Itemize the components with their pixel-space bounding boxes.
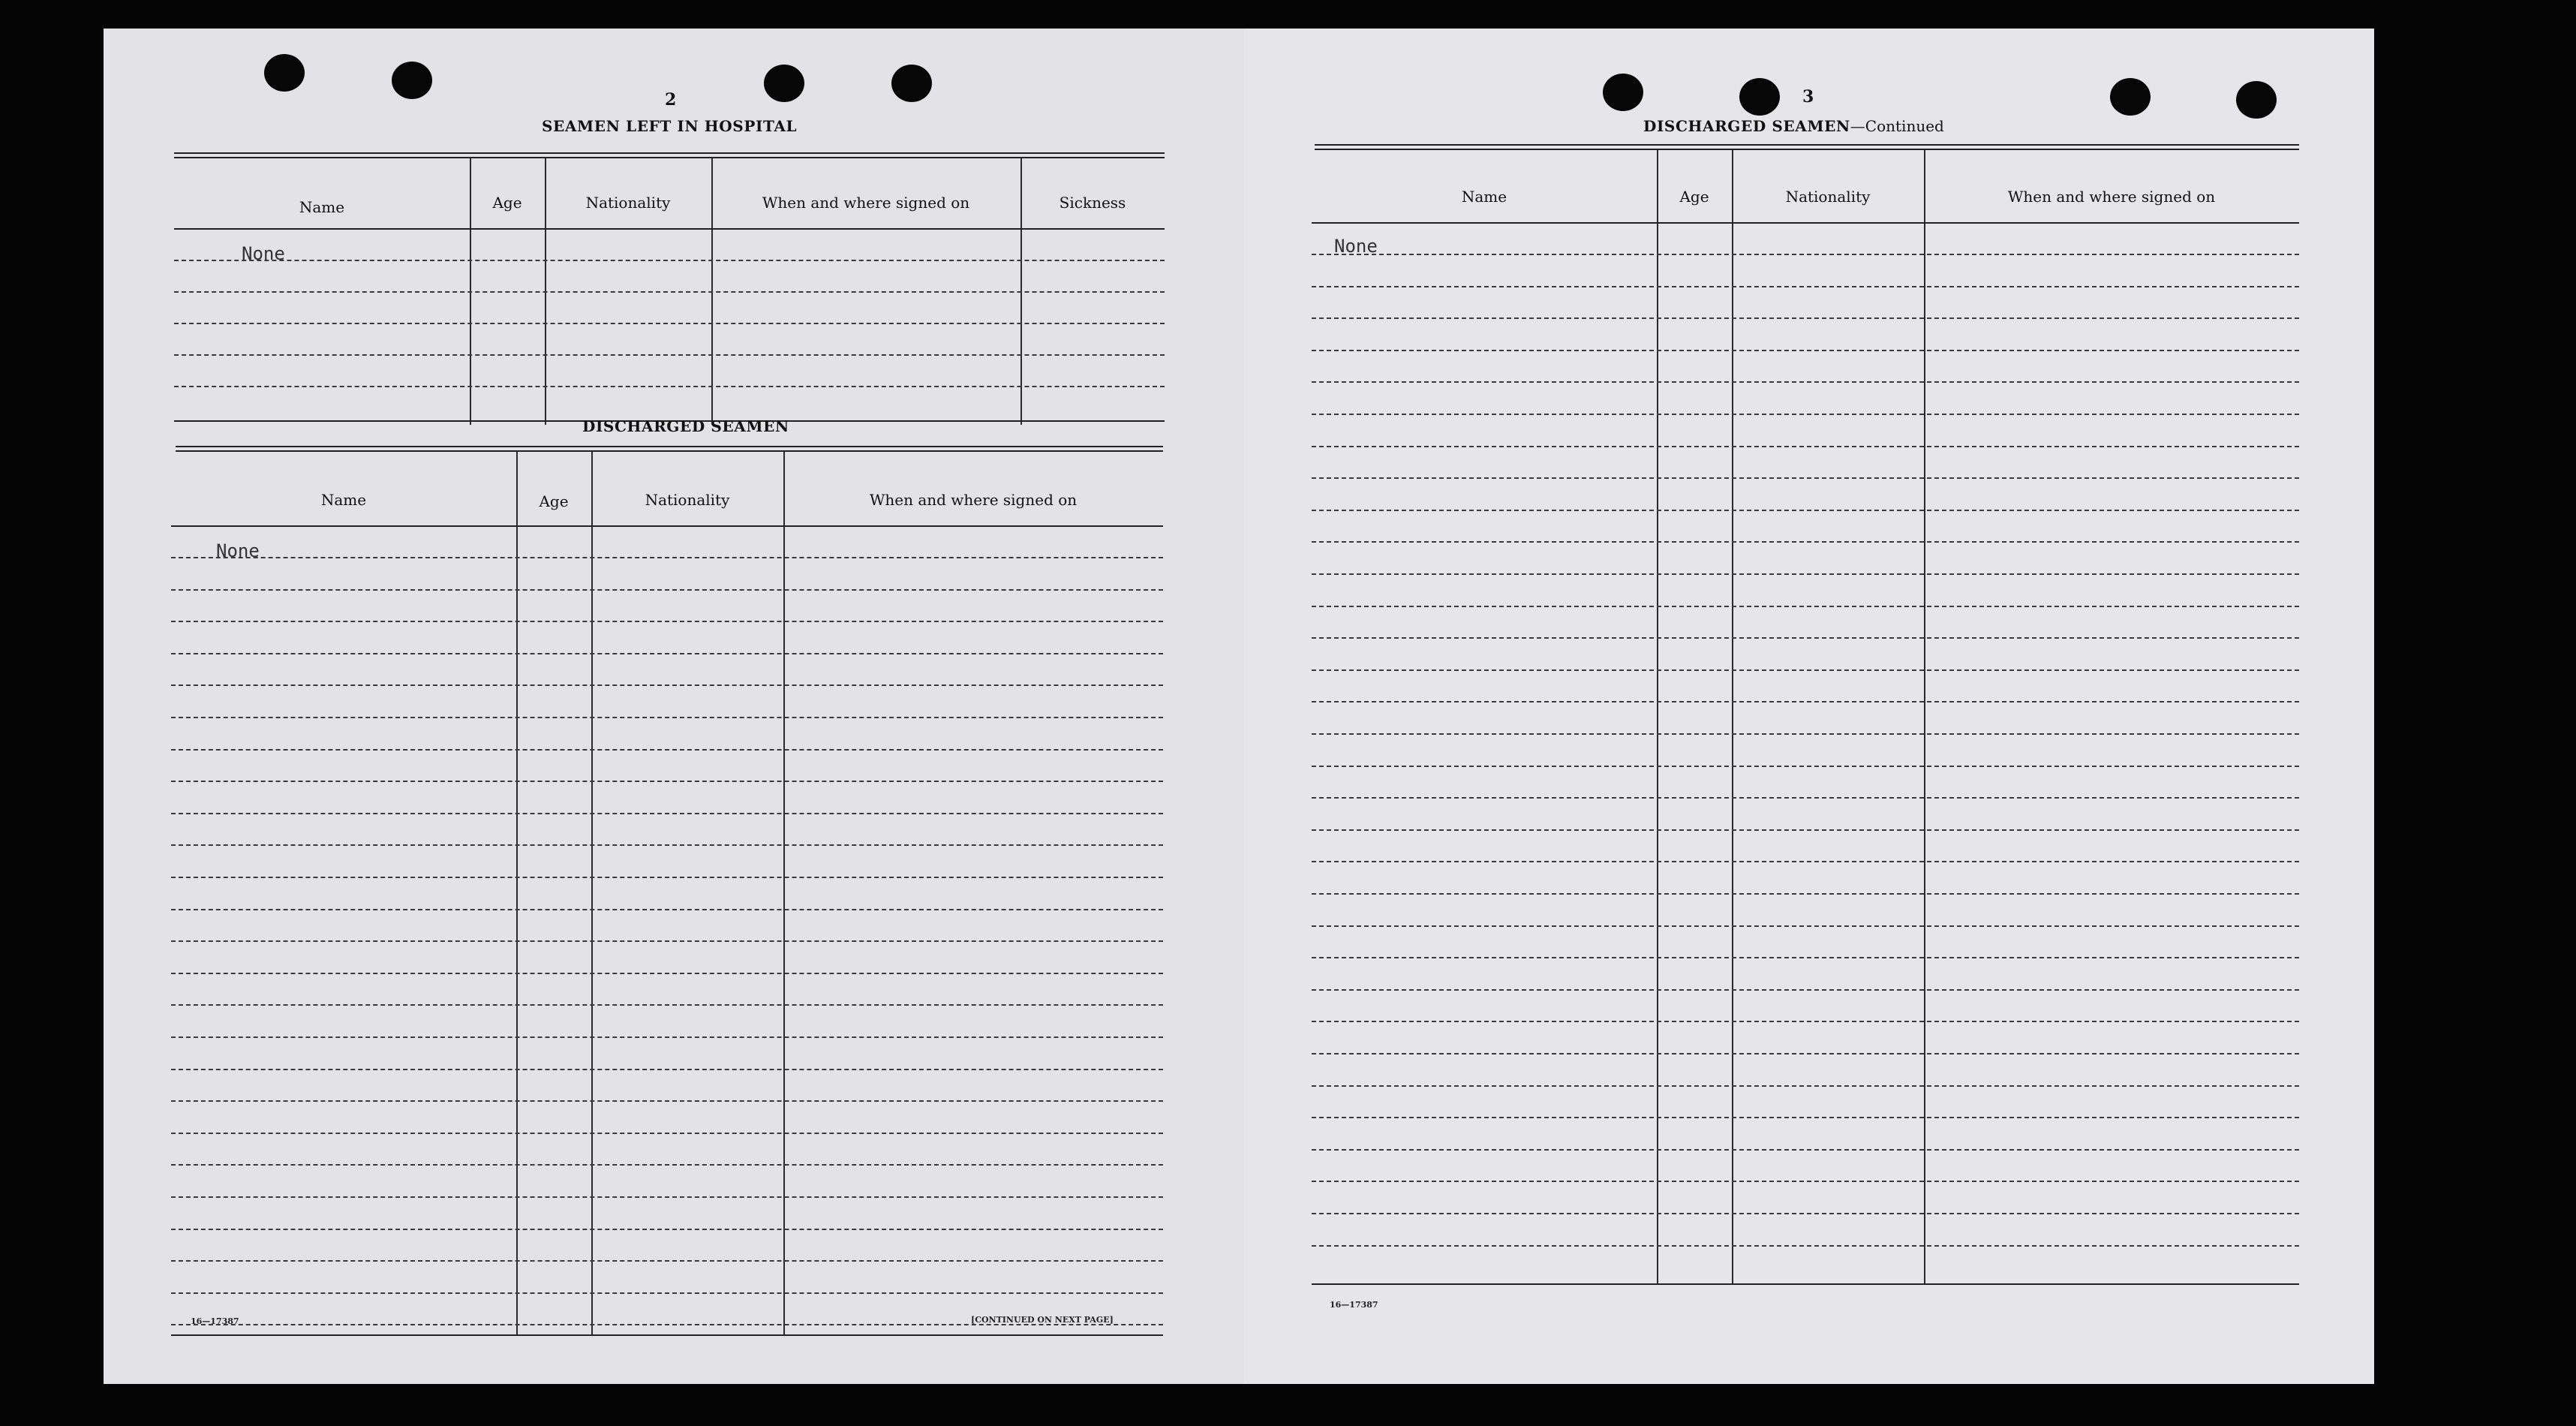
table-row — [1312, 446, 2299, 447]
left-form-number: 16—17387 — [191, 1316, 239, 1326]
table-row — [1312, 381, 2299, 383]
punch-hole — [891, 65, 932, 102]
table-row — [174, 386, 1165, 387]
table-row — [171, 1036, 1163, 1038]
table-row — [1312, 541, 2299, 543]
hospital-col-nationality: Nationality — [585, 194, 671, 212]
table-row — [171, 1004, 1163, 1006]
table-row — [1312, 1021, 2299, 1022]
table-row — [1312, 925, 2299, 927]
table-row — [171, 1164, 1163, 1166]
table-row — [1312, 733, 2299, 735]
table-row — [1312, 350, 2299, 351]
table-row — [1312, 669, 2299, 671]
table-row — [1312, 477, 2299, 479]
hospital-col-name: Name — [299, 198, 345, 216]
table-row — [171, 557, 1163, 558]
discharged-col-when-where: When and where signed on — [869, 491, 1078, 509]
table-row — [1312, 1245, 2299, 1247]
punch-hole — [2110, 78, 2151, 116]
table-row — [171, 1292, 1163, 1294]
table-row — [171, 973, 1163, 974]
hospital-col-sickness: Sickness — [1059, 194, 1126, 212]
table-row — [1312, 766, 2299, 767]
document-sheet — [104, 29, 2374, 1384]
table-bottom-rule — [171, 1334, 1163, 1336]
table-row — [174, 260, 1165, 261]
right-form-number: 16—17387 — [1330, 1300, 1378, 1310]
right-col-when-where: When and where signed on — [2007, 188, 2216, 206]
table-row — [171, 1229, 1163, 1230]
table-row — [171, 749, 1163, 751]
punch-hole — [1603, 74, 1643, 111]
table-row — [171, 1069, 1163, 1070]
right-discharged-table — [1312, 150, 2299, 1316]
table-row — [1312, 829, 2299, 831]
discharged-col-age: Age — [539, 492, 569, 510]
table-row — [1312, 1085, 2299, 1087]
table-row — [171, 877, 1163, 878]
discharged-top-rule — [176, 446, 1163, 447]
header-rule — [1312, 222, 2299, 224]
punch-hole — [392, 62, 432, 99]
table-row — [171, 940, 1163, 942]
punch-hole — [764, 65, 804, 102]
table-row — [171, 717, 1163, 718]
table-row — [1312, 1181, 2299, 1182]
table-row — [171, 909, 1163, 910]
right-title-main: DISCHARGED SEAMEN — [1643, 117, 1850, 135]
table-row — [1312, 1213, 2299, 1214]
header-rule — [174, 228, 1165, 230]
right-discharged-title — [1643, 117, 1944, 135]
right-discharged-entry: None — [1334, 236, 1378, 257]
discharged-col-nationality: Nationality — [645, 491, 730, 509]
table-row — [1312, 573, 2299, 575]
table-row — [1312, 510, 2299, 511]
right-col-age: Age — [1679, 188, 1709, 206]
table-row — [1312, 1053, 2299, 1054]
table-row — [171, 653, 1163, 654]
table-row — [1312, 893, 2299, 895]
hospital-table — [174, 158, 1165, 426]
column-divider — [1732, 150, 1733, 1283]
table-row — [1312, 286, 2299, 287]
table-row — [171, 1196, 1163, 1198]
right-col-name: Name — [1461, 188, 1507, 206]
table-row — [171, 684, 1163, 686]
table-row — [1312, 1149, 2299, 1151]
column-divider — [516, 452, 518, 1336]
table-row — [1312, 317, 2299, 319]
table-row — [174, 323, 1165, 324]
discharged-col-name: Name — [320, 491, 367, 509]
table-row — [1312, 797, 2299, 799]
table-row — [171, 621, 1163, 622]
column-divider — [783, 452, 785, 1336]
table-row — [171, 781, 1163, 782]
hospital-entry: None — [242, 243, 285, 264]
table-row — [1312, 1117, 2299, 1118]
column-divider — [1657, 150, 1658, 1283]
right-col-nationality: Nationality — [1785, 188, 1871, 206]
hospital-col-age: Age — [492, 194, 522, 212]
table-row — [174, 291, 1165, 293]
continued-note: [CONTINUED ON NEXT PAGE] — [971, 1315, 1114, 1325]
right-title-suffix: —Continued — [1850, 117, 1944, 135]
table-bottom-rule — [1312, 1283, 2299, 1285]
table-row — [171, 1100, 1163, 1102]
column-divider — [591, 452, 593, 1336]
table-row — [171, 1260, 1163, 1262]
table-row — [1312, 701, 2299, 702]
discharged-title: DISCHARGED SEAMEN — [582, 417, 789, 435]
table-row — [1312, 637, 2299, 639]
header-rule — [171, 525, 1163, 527]
table-row — [171, 813, 1163, 814]
discharged-entry: None — [216, 540, 260, 561]
table-row — [1312, 957, 2299, 958]
table-row — [1312, 861, 2299, 862]
table-row — [171, 589, 1163, 591]
table-row — [1312, 606, 2299, 607]
table-row — [171, 1133, 1163, 1134]
table-row — [1312, 254, 2299, 255]
column-divider — [1924, 150, 1925, 1283]
punch-hole — [1739, 78, 1780, 116]
table-row — [1312, 414, 2299, 415]
left-page-number: 2 — [665, 90, 677, 110]
discharged-table — [171, 452, 1163, 1337]
table-row — [1312, 989, 2299, 991]
right-page-number: 3 — [1802, 87, 1814, 107]
table-row — [174, 354, 1165, 356]
right-top-rule — [1315, 144, 2299, 146]
hospital-title: SEAMEN LEFT IN HOSPITAL — [542, 117, 798, 135]
punch-hole — [2236, 81, 2277, 119]
hospital-col-when-where: When and where signed on — [762, 194, 970, 212]
hospital-top-rule — [174, 152, 1165, 154]
punch-hole — [264, 54, 305, 92]
table-row — [171, 844, 1163, 846]
